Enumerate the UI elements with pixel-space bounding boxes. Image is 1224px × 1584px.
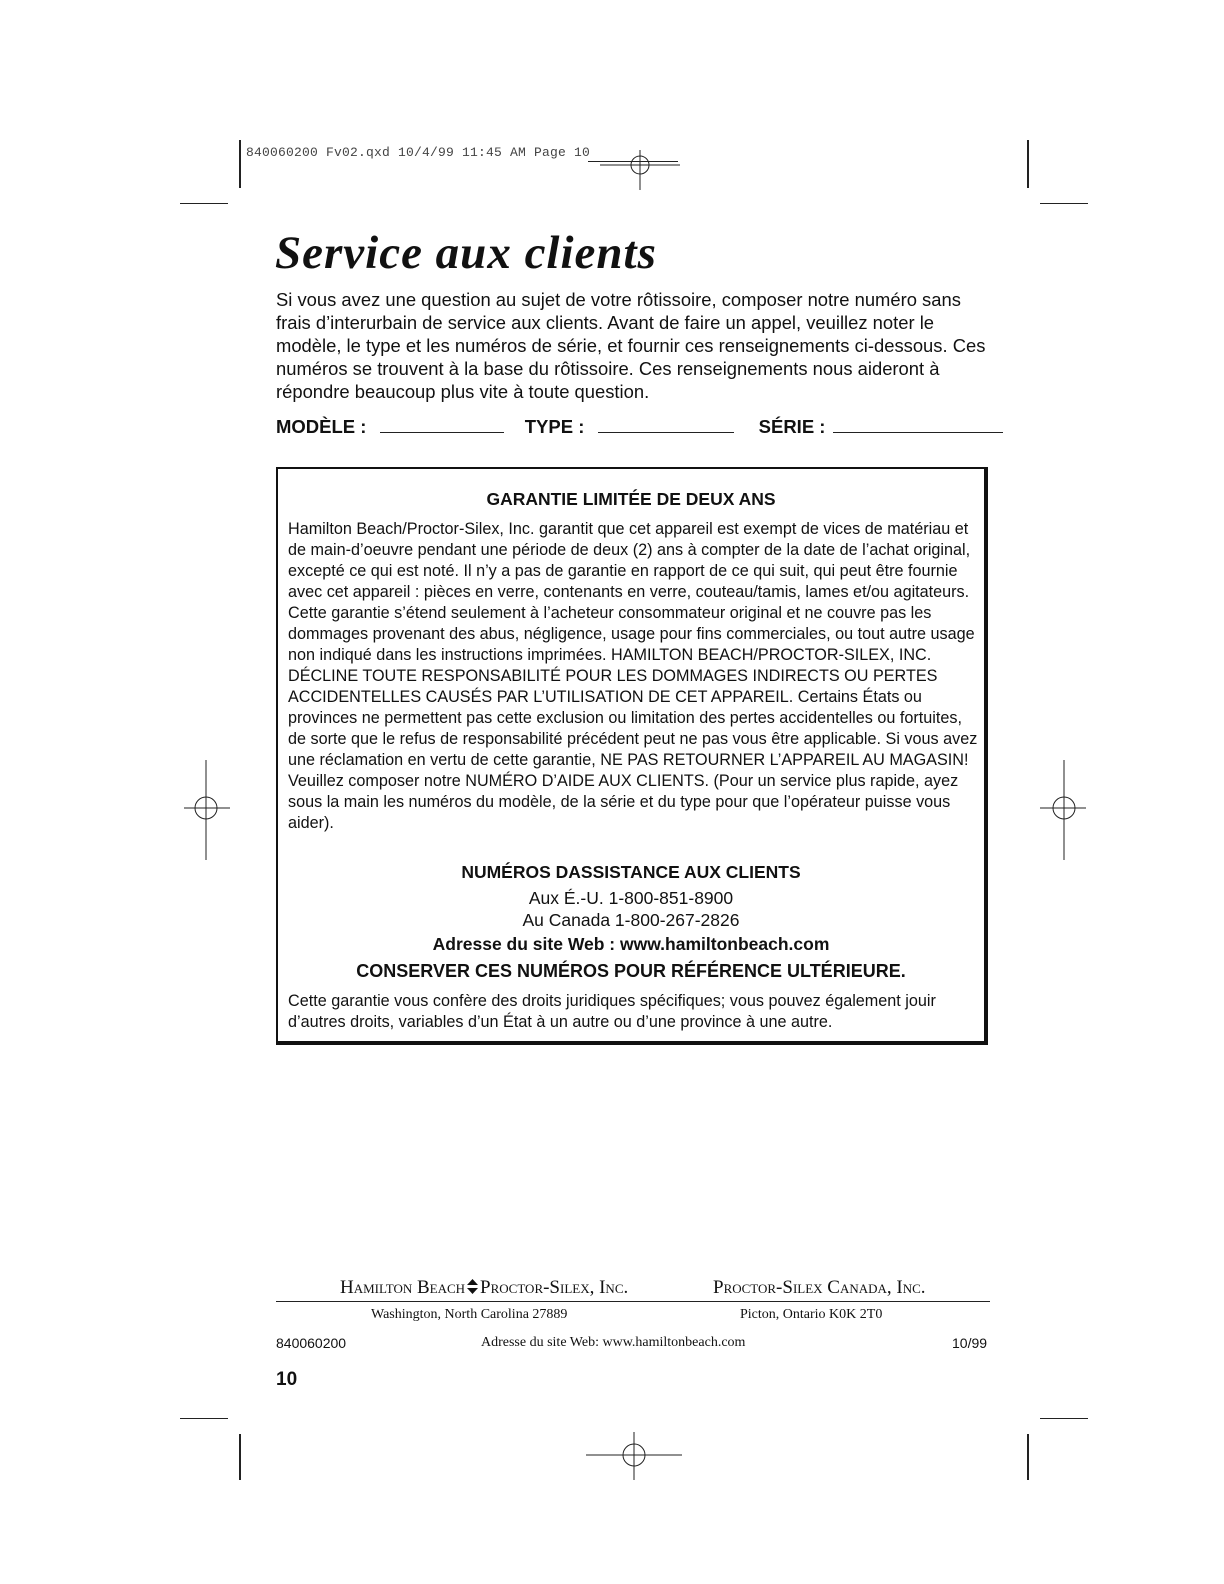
- type-label: TYPE :: [524, 416, 585, 437]
- serial-label: SÉRIE :: [758, 416, 826, 437]
- crop-mark: [1027, 1434, 1029, 1480]
- product-info-fields: [276, 416, 996, 438]
- page-title: Service aux clients: [275, 227, 657, 279]
- intro-paragraph: Si vous avez une question au sujet de votre rôtissoire, composer notre numéro sans frais d’interurbain de service aux clients. Avant de faire un appel, veuillez noter le modèle, le type et les numéros de série, et fournir ces renseignements ci-dessous. Ces numéros se trouvent à la base du rôtissoire. Ces renseignements nous aideront à répondre beaucoup plus vite à toute question.: [276, 289, 986, 402]
- company-name-b: Proctor-Silex, Inc.: [480, 1277, 629, 1298]
- crop-mark: [180, 203, 228, 204]
- crop-mark: [239, 140, 241, 188]
- crop-mark: [180, 1418, 228, 1419]
- footer-rule: [276, 1301, 990, 1302]
- registration-mark-icon: [180, 760, 232, 860]
- warranty-title: GARANTIE LIMITÉE DE DEUX ANS: [486, 489, 776, 509]
- warranty-footer: Cette garantie vous confère des droits juridiques spécifiques; vous pouvez également jouir d’autres droits, variables d’un État à un autre ou d’une province à une autre.: [288, 992, 936, 1031]
- diamond-arrow-icon: [466, 1279, 479, 1294]
- hamilton-beach-address: Washington, North Carolina 27889: [371, 1307, 568, 1322]
- warranty-body: Hamilton Beach/Proctor-Silex, Inc. garantit que cet appareil est exempt de vices de matériau et de main-d’oeuvre pendant une période de deux (2) ans à compter de la date de l’achat original, excepté ce qui est noté. Il n’y a pas de garantie en rapport de ce qui suit, qui peut être fournie avec cet appareil : pièces en verre, contenants en verre, couteau/tamis, lames et/ou agitateurs. Cette garantie s’étend seulement à l’acheteur consommateur original et ne couvre pas les dommages provenant des abus, négligence, usage pour fins commerciales, ou tout autre usage non indiqué dans les instructions imprimées. HAMILTON BEACH/PROCTOR-SILEX, INC. DÉCLINE TOUTE RESPONSABILITÉ POUR LES DOMMAGES INDIRECTS OU PERTES ACCIDENTELLES CAUSÉS PAR L’UTILISATION DE CET APPAREIL. Certains États ou provinces ne permettent pas cette exclusion ou limitation des pertes accidentelles ou fortuites, de sorte que le refus de responsabilité précédent peut ne pas vous être applicable. Si vous avez une réclamation en vertu de cette garantie, NE PAS RETOURNER L’APPAREIL AU MAGASIN! Veuillez composer notre NUMÉRO D’AIDE AUX CLIENTS. (Pour un service plus rapide, ayez sous la main les numéros du modèle, de la série et du type pour que l’opérateur puisse vous aider).: [288, 520, 978, 832]
- phone-canada: Au Canada 1-800-267-2826: [522, 910, 740, 930]
- keep-numbers-notice: CONSERVER CES NUMÉROS POUR RÉFÉRENCE ULTÉRIEURE.: [356, 961, 906, 981]
- part-number: 840060200: [276, 1335, 347, 1351]
- phone-us: Aux É.-U. 1-800-851-8900: [528, 888, 734, 908]
- website-line: Adresse du site Web : www.hamiltonbeach.com: [432, 934, 830, 954]
- registration-mark-icon: [600, 140, 680, 190]
- type-field[interactable]: [598, 416, 734, 433]
- company-name-a: Hamilton Beach: [340, 1277, 466, 1298]
- model-label: MODÈLE :: [276, 416, 367, 437]
- page-number: 10: [276, 1369, 298, 1390]
- footer-website: Adresse du site Web: www.hamiltonbeach.com: [481, 1335, 746, 1350]
- crop-mark: [239, 1434, 241, 1480]
- crop-mark: [1040, 203, 1088, 204]
- warranty-box: [276, 467, 988, 1045]
- model-field[interactable]: [380, 416, 504, 433]
- registration-mark-icon: [586, 1432, 682, 1480]
- crop-mark: [1027, 140, 1029, 188]
- file-slug: 840060200 Fv02.qxd 10/4/99 11:45 AM Page 10: [246, 145, 591, 160]
- company-proctor-silex-canada: Proctor-Silex Canada, Inc.: [713, 1277, 926, 1298]
- slug-underline: [588, 161, 678, 162]
- assistance-title: NUMÉROS DASSISTANCE AUX CLIENTS: [461, 862, 801, 882]
- serial-field[interactable]: [833, 416, 1003, 433]
- registration-mark-icon: [1038, 760, 1090, 860]
- company-hamilton-beach: [340, 1277, 628, 1299]
- print-date: 10/99: [952, 1335, 988, 1351]
- crop-mark: [1040, 1418, 1088, 1419]
- proctor-silex-canada-address: Picton, Ontario K0K 2T0: [740, 1307, 883, 1322]
